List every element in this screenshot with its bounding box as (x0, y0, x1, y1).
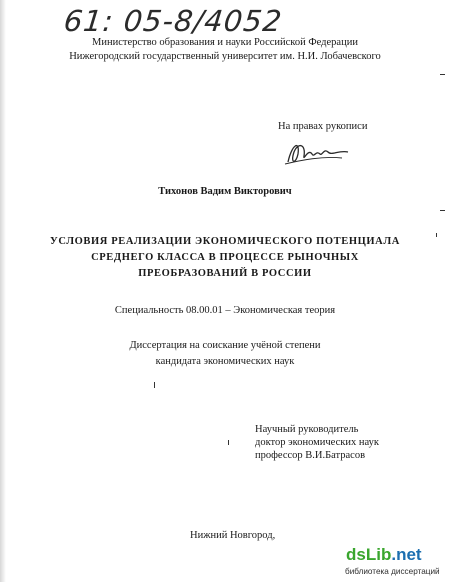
watermark-logo-part2: .net (391, 545, 422, 564)
supervisor-name: профессор В.И.Батрасов (255, 450, 366, 461)
watermark-logo-part1: dsLib (346, 545, 392, 564)
degree-line-2: кандидата экономических наук (155, 356, 295, 367)
scan-mark (440, 210, 445, 211)
degree-line-1: Диссертация на соискание учёной степени (129, 340, 321, 351)
university-line: Нижегородский государственный университет им. Н.И. Лобачевского (69, 51, 381, 62)
scan-mark (228, 440, 229, 445)
supervisor-role: Научный руководитель (255, 424, 359, 435)
author-name: Тихонов Вадим Викторович (158, 186, 292, 197)
dissertation-title-line-3: ПРЕОБРАЗОВАНИЙ В РОССИИ (138, 268, 312, 279)
dissertation-title-line-2: СРЕДНЕГО КЛАССА В ПРОЦЕССЕ РЫНОЧНЫХ (91, 252, 359, 263)
scan-edge-shadow (0, 0, 6, 582)
manuscript-rights-label: На правах рукописи (278, 121, 368, 132)
watermark-subtitle: библиотека диссертаций (345, 567, 440, 576)
scan-mark (440, 74, 445, 75)
ministry-line: Министерство образования и науки Российской Федерации (92, 37, 358, 48)
dissertation-title-line-1: УСЛОВИЯ РЕАЛИЗАЦИИ ЭКОНОМИЧЕСКОГО ПОТЕНЦИАЛА (50, 236, 400, 247)
city-line: Нижний Новгород, (190, 530, 276, 541)
supervisor-block (255, 423, 379, 462)
handwritten-archive-code: 61: 05-8/4052 (62, 4, 285, 38)
specialty-line: Специальность 08.00.01 – Экономическая теория (114, 305, 336, 316)
supervisor-degree: доктор экономических наук (255, 437, 379, 448)
watermark-logo (346, 545, 422, 565)
signature-image (282, 134, 354, 170)
scan-mark (154, 382, 155, 388)
scan-mark (436, 233, 437, 237)
